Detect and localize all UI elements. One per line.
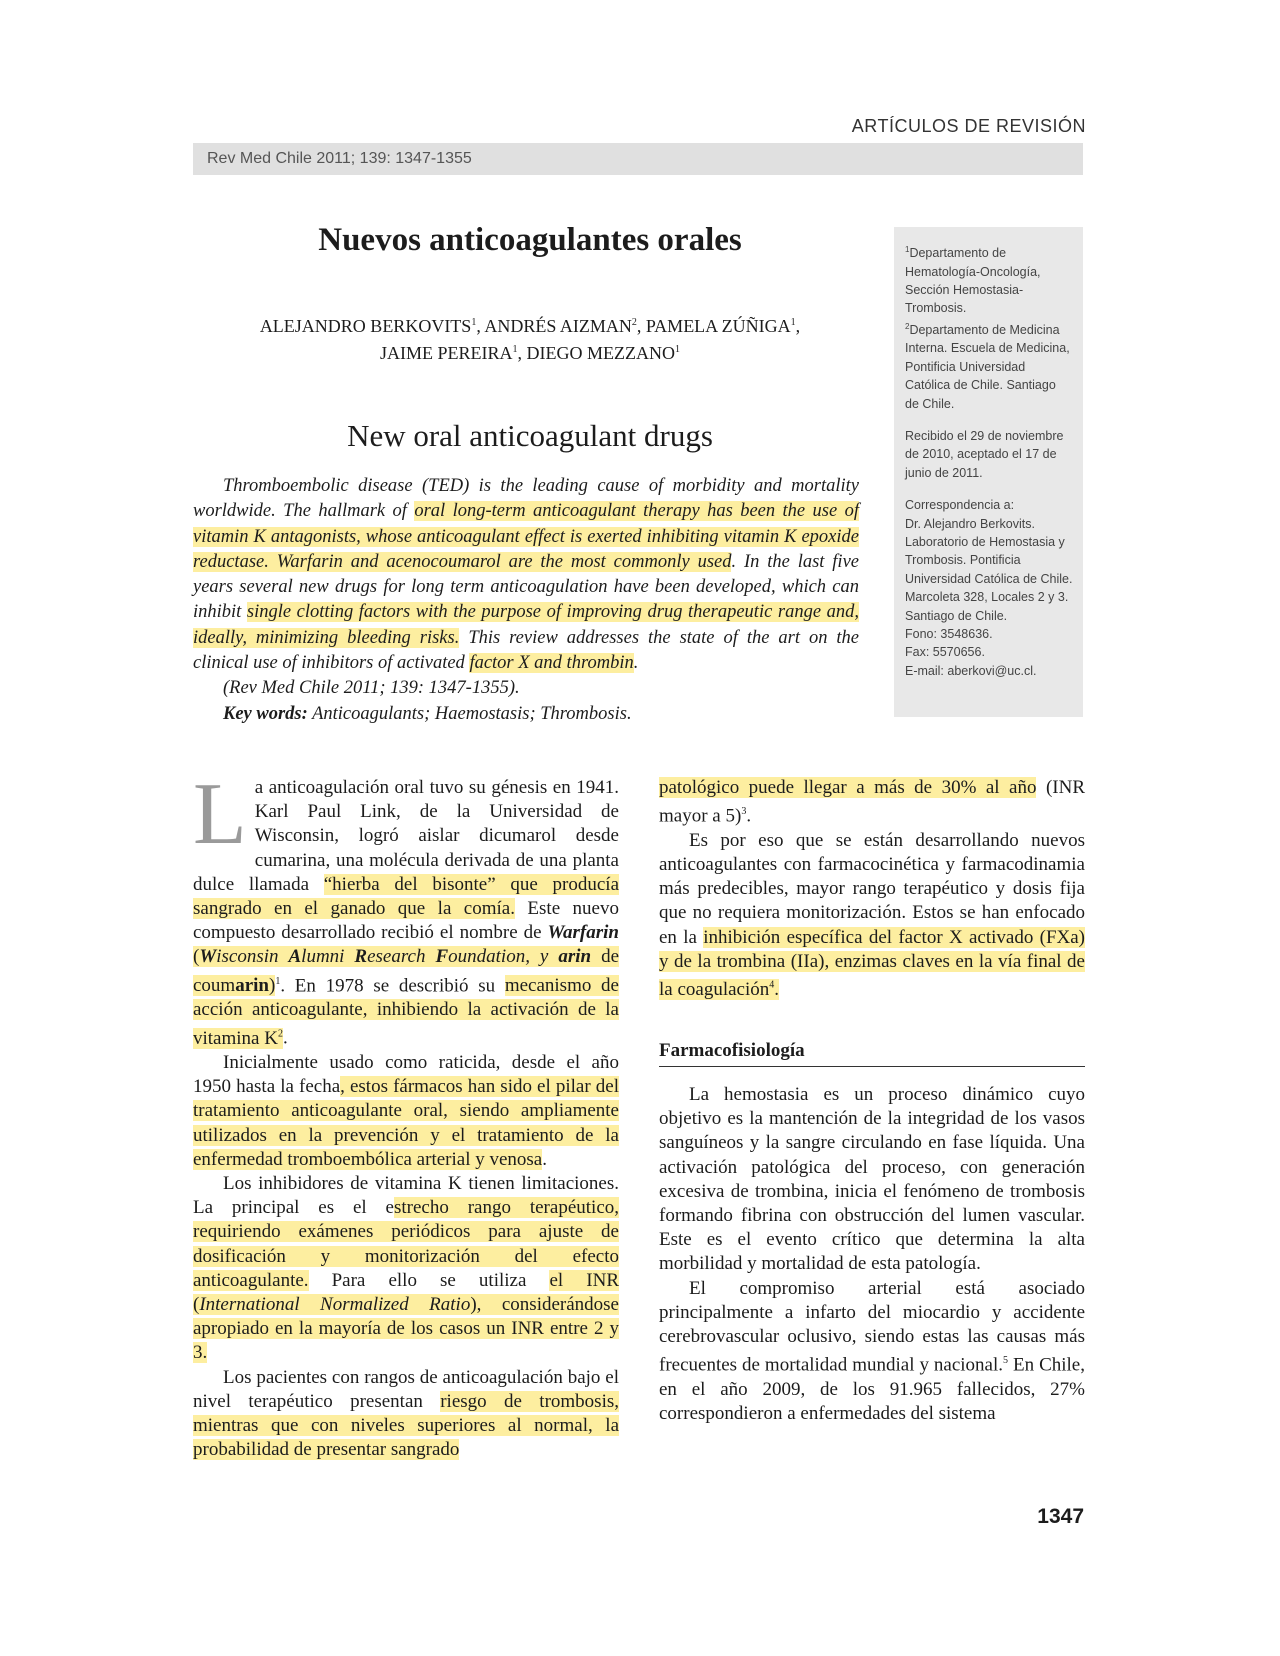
abstract-citation: (Rev Med Chile 2011; 139: 1347-1355). (223, 678, 520, 699)
body-paragraph: La hemostasia es un proceso dinámico cuyo objetivo es la mantención de la integridad de los vasos sanguíneos y la sangre circulando en fase líquida. Una activación patológica del proceso, con generación excesiva de trombina, inicia el fenómeno de trombosis formando fibrina con obstrucción del lumen vascular. Este es el evento crítico que determina la alta morbilidad y mortalidad de esta patología. (659, 1084, 1085, 1275)
affiliation-sidebar (894, 227, 1083, 717)
affiliations (905, 241, 1073, 413)
highlighted-text: strecho rango terapéutico, requiriendo exámenes periódicos para ajuste de dosificación y monitorización del efecto anticoagulante. (193, 1197, 619, 1291)
highlighted-text: , estos fármacos han sido el pilar del tratamiento anticoagulante oral, siendo ampliamente utilizados en la prevención y el tratamiento de la enfermedad tromboembólica arterial y venosa (193, 1076, 619, 1170)
affiliation-mark: 2 (631, 317, 637, 328)
body-text: (INR mayor a 5) (659, 777, 1085, 827)
body-text: de coum (193, 946, 619, 996)
keywords (193, 702, 859, 727)
affiliation-mark: 1 (512, 344, 518, 355)
affiliation-mark: 2 (905, 321, 910, 331)
abstract-text: . (633, 653, 639, 674)
body-text: . En 1978 se describió su (280, 974, 505, 996)
body-paragraph (193, 1051, 619, 1172)
body-text: En Chile, en el año 2009, de los 91.965 fallecidos, 27% correspondieron a enfermedades del sistema (659, 1354, 1085, 1424)
body-text: Los inhibidores de vitamina K tienen limitaciones. La principal es el e (193, 1172, 619, 1219)
body-paragraph (659, 776, 1085, 829)
author-list (200, 311, 860, 365)
body-text: oundation, y (448, 946, 559, 968)
body-text: lumni (301, 946, 355, 968)
body-text: isconsin (216, 946, 289, 968)
reference-mark: 2 (277, 1028, 283, 1040)
highlighted-text: riesgo de trombosis, mientras que con niveles superiores al normal, la probabilidad de presentar sangrado (193, 1390, 619, 1461)
highlighted-text: single clotting factors with the purpose of improving drug therapeutic range and, ideally, minimizing bleeding risks. (193, 602, 859, 648)
highlighted-text: patológico puede llegar a más de 30% al año (659, 777, 1037, 798)
body-text: El compromiso arterial está asociado principalmente a infarto del miocardio y accidente cerebrovascular oclusivo, siendo estas las causas más frecuentes de mortalidad mundial y nacional. (659, 1277, 1085, 1376)
abstract-text: Thromboembolic disease (TED) is the leading cause of morbidity and mortality worldwide. The hallmark of (193, 476, 859, 522)
body-text: mecanismo de acción anticoagulante, inhibiendo la activación de la vitamina K (193, 974, 619, 1049)
section-label: ARTÍCULOS DE REVISIÓN (851, 116, 1086, 136)
keywords-label: Key words: (223, 703, 308, 724)
drop-cap: L (193, 766, 247, 863)
highlighted-text: “hierba del bisonte” que producía sangrado en el ganado que la comía. (193, 873, 620, 920)
body-paragraph (193, 1172, 619, 1366)
reference-mark: 5 (1003, 1355, 1009, 1367)
abstract-paragraph (193, 474, 859, 676)
emphasis: Warfarin (547, 922, 619, 944)
affiliation-mark: 1 (790, 317, 796, 328)
body-text: . (774, 979, 780, 1001)
body-paragraph (193, 766, 620, 1051)
body-column-left (193, 766, 620, 1462)
correspondence-body: Dr. Alejandro Berkovits. Laboratorio de Hemostasia y Trombosis. Pontificia Universidad Católica de Chile. (905, 516, 1073, 586)
english-title: New oral anticoagulant drugs (347, 418, 713, 453)
correspondence-label: Correspondencia a: (905, 498, 1015, 513)
highlighted-text (659, 927, 1085, 1001)
emphasis: A (288, 946, 302, 968)
body-text: Este nuevo compuesto desarrollado recibió el nombre de (193, 898, 619, 944)
body-paragraph (659, 1277, 1085, 1427)
body-text: Es por eso que se están desarrollando nuevos anticoagulantes con farmacocinética y farmacodinamia más predecibles, mayor rango terapéutico y dosis fija que no requiera monitorización. Estos se han enfocado en la (659, 829, 1085, 948)
affiliation-1: Departamento de Hematología-Oncología, Sección Hemostasia-Trombosis. (905, 246, 1041, 316)
body-text: ) (269, 974, 276, 996)
affiliation-mark: 1 (905, 245, 910, 254)
highlighted-text: oral long-term anticoagulant therapy has been the use of vitamin K antagonists, whose anticoagulant effect is exerted inhibiting vitamin K epoxide reductase. Warfarin and acenocoumarol are the most commonly used (193, 501, 860, 572)
body-text: a anticoagulación oral tuvo su génesis en 1941. Karl Paul Link, de la Universidad de Wisconsin, logró aislar dicumarol desde cumarina, una molécula derivada de una planta dulce llamada (193, 777, 619, 895)
abstract-text: . In the last five years several new drugs for long term anticoagulation have been developed, which can inhibit (193, 551, 859, 623)
received-dates: Recibido el 29 de noviembre de 2010, aceptado el 17 de junio de 2011. (905, 428, 1064, 480)
abstract-text: This review addresses the state of the art on the clinical use of inhibitors of activated (193, 627, 860, 674)
emphasis: International Normalized Ratio (199, 1293, 471, 1315)
body-text: Inicialmente usado como raticida, desde el año 1950 hasta la fecha (193, 1051, 619, 1098)
body-text: Para ello se utiliza (308, 1269, 550, 1291)
emphasis: arin (558, 946, 592, 968)
body-column-right-lower (659, 1083, 1085, 1426)
email: E-mail: aberkovi@uc.cl. (905, 663, 1037, 678)
body-text: . (746, 805, 752, 827)
reference-mark: 1 (275, 975, 281, 987)
author-separator: , (795, 316, 801, 336)
body-text: inhibición específica del factor X activado (FXa) y de la trombina (IIa), enzimas claves en la vía final de la coagulación (659, 926, 1085, 1001)
correspondence (905, 496, 1073, 680)
page-title: Nuevos anticoagulantes orales (318, 222, 742, 258)
body-text: el INR ( (193, 1269, 619, 1315)
fax: Fax: 5570656. (905, 645, 985, 660)
body-text: ), considerándose apropiado en la mayoría de los casos un INR entre 2 y 3. (193, 1293, 619, 1364)
page-number: 1347 (1037, 1505, 1084, 1528)
body-text: . (282, 1027, 288, 1049)
reference-mark: 4 (769, 979, 775, 991)
emphasis: W (199, 946, 217, 968)
emphasis: R (354, 946, 368, 968)
body-column-right (659, 776, 1085, 1002)
journal-reference: Rev Med Chile 2011; 139: 1347-1355 (207, 150, 472, 167)
author: , ANDRÉS AIZMAN (476, 316, 632, 336)
body-text: . (542, 1148, 547, 1170)
highlighted-text: factor X and thrombin (469, 653, 634, 674)
body-text: ( (193, 946, 200, 968)
journal-reference-bar (193, 143, 1083, 175)
author: JAIME PEREIRA (380, 343, 513, 363)
author: , DIEGO MEZZANO (517, 343, 675, 363)
author: , PAMELA ZÚÑIGA (636, 316, 791, 336)
body-text: Los pacientes con rangos de anticoagulación bajo el nivel terapéutico presentan (193, 1366, 619, 1412)
address: Marcoleta 328, Locales 2 y 3. Santiago de Chile. (905, 590, 1069, 623)
keywords-text: Anticoagulants; Haemostasis; Thrombosis. (307, 703, 632, 724)
phone: Fono: 3548636. (905, 627, 993, 642)
affiliation-mark: 1 (471, 317, 477, 328)
abstract (193, 474, 859, 727)
author: ALEJANDRO BERKOVITS (259, 316, 472, 336)
reference-mark: 3 (741, 806, 747, 818)
body-paragraph (193, 1366, 619, 1463)
affiliation-2: Departamento de Medicina Interna. Escuela de Medicina, Pontificia Universidad Católica de Chile. Santiago de Chile. (905, 322, 1070, 411)
emphasis: F (435, 946, 449, 968)
emphasis: arin (235, 974, 269, 996)
body-paragraph (659, 829, 1085, 1003)
affiliation-mark: 1 (675, 344, 680, 355)
body-text: esearch (367, 946, 436, 968)
section-heading: Farmacofisiología (659, 1040, 1085, 1067)
